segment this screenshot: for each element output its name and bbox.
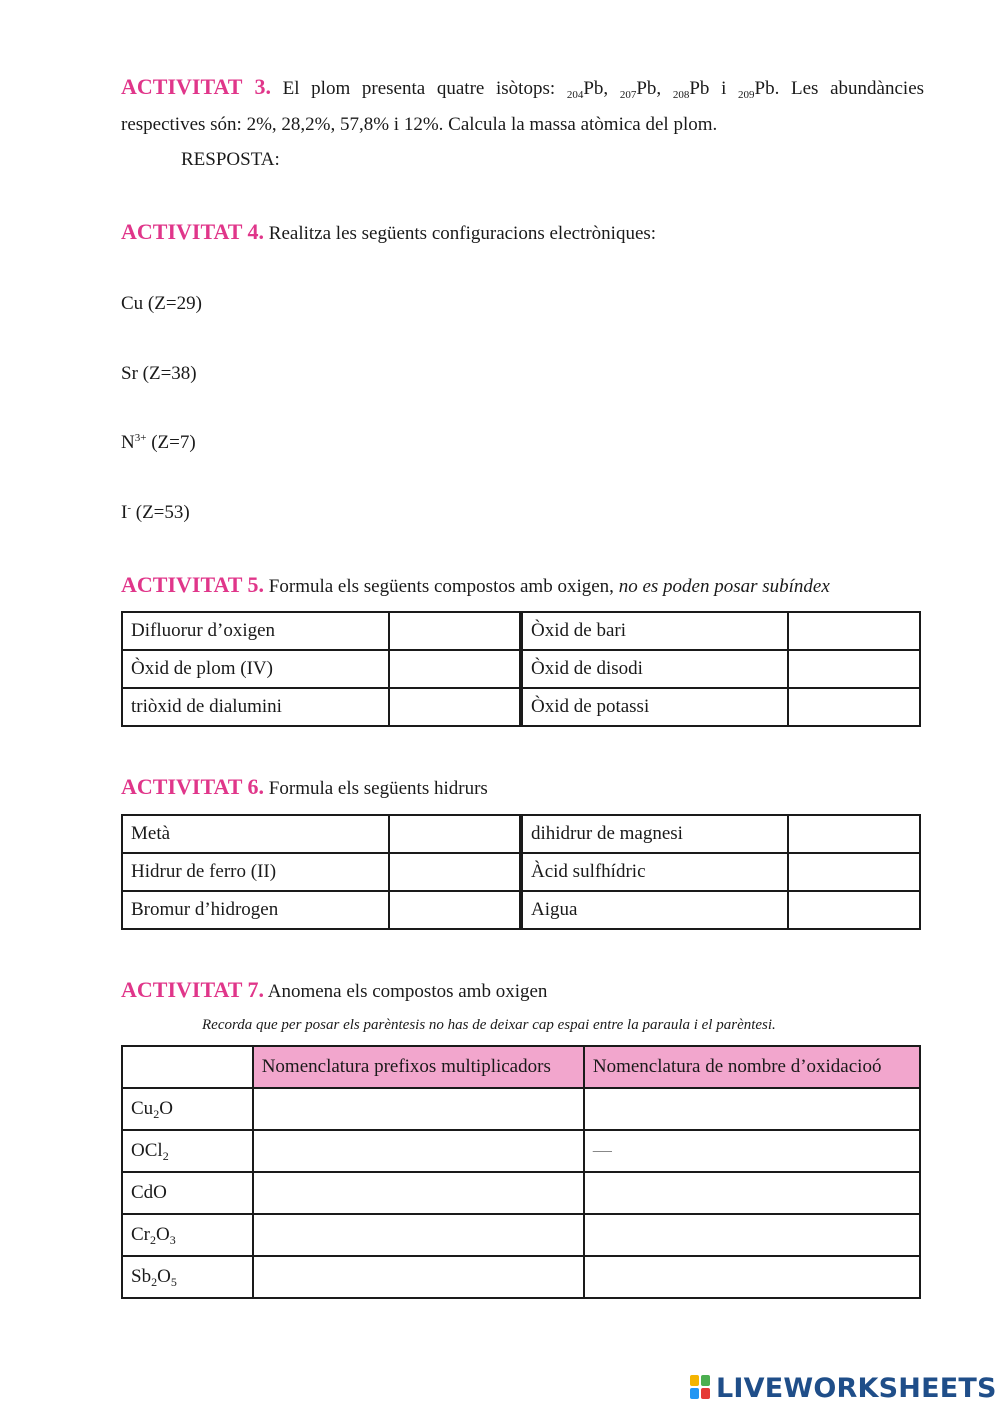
config-cu: Cu (Z=29) bbox=[121, 293, 202, 314]
config-i bbox=[121, 502, 190, 525]
compound-name: Aigua bbox=[521, 891, 788, 929]
element-symbol: Pb bbox=[689, 78, 710, 99]
table-row bbox=[122, 853, 920, 891]
isotope-mass: 204 bbox=[566, 89, 584, 101]
table-row bbox=[122, 1088, 920, 1130]
compound-name: Òxid de disodi bbox=[521, 650, 788, 688]
element-symbol: Pb bbox=[583, 78, 604, 99]
act5-heading: ACTIVITAT 5. bbox=[121, 572, 265, 597]
naming-table bbox=[121, 1045, 921, 1299]
table-row bbox=[122, 1214, 920, 1256]
act6-heading: ACTIVITAT 6. bbox=[121, 774, 265, 799]
answer-cell[interactable] bbox=[788, 853, 920, 891]
subscript: 2 bbox=[150, 1233, 156, 1247]
config-sr: Sr (Z=38) bbox=[121, 363, 197, 384]
table-row bbox=[122, 688, 920, 726]
subscript: 2 bbox=[151, 1275, 158, 1289]
ion-charge: - bbox=[127, 502, 131, 514]
ion-symbol: I bbox=[121, 502, 128, 523]
compound-name: Difluorur d’oxigen bbox=[122, 612, 389, 650]
act7-note: Recorda que per posar els parèntesis no has de deixar cap espai entre la paraula i el parèntesi. bbox=[202, 1017, 776, 1033]
act6-line bbox=[121, 774, 488, 801]
answer-cell[interactable] bbox=[788, 612, 920, 650]
formula-part: O bbox=[157, 1266, 171, 1287]
oxides-table bbox=[121, 611, 921, 727]
element-symbol: Pb bbox=[754, 78, 775, 99]
answer-cell[interactable] bbox=[788, 650, 920, 688]
act7-text: Anomena els compostos amb oxigen bbox=[267, 981, 548, 1002]
act7-heading: ACTIVITAT 7. bbox=[121, 977, 265, 1002]
answer-cell[interactable] bbox=[389, 853, 521, 891]
answer-cell[interactable] bbox=[389, 650, 521, 688]
answer-cell[interactable] bbox=[253, 1172, 584, 1214]
answer-cell[interactable] bbox=[584, 1256, 920, 1298]
answer-cell[interactable] bbox=[253, 1088, 584, 1130]
formula-part: Cr bbox=[131, 1224, 150, 1245]
act6-text: Formula els següents hidrurs bbox=[268, 778, 488, 799]
col-header-oxidation: Nomenclatura de nombre d’oxidacioó bbox=[584, 1046, 920, 1088]
table-row bbox=[122, 612, 920, 650]
header-empty bbox=[122, 1046, 253, 1088]
table-row bbox=[122, 1130, 920, 1172]
answer-cell[interactable] bbox=[788, 688, 920, 726]
config-n bbox=[121, 432, 196, 455]
table-row bbox=[122, 1256, 920, 1298]
answer-cell[interactable] bbox=[253, 1256, 584, 1298]
col-header-prefix: Nomenclatura prefixos multiplicadors bbox=[253, 1046, 584, 1088]
compound-name: Bromur d’hidrogen bbox=[122, 891, 389, 929]
act4-heading: ACTIVITAT 4. bbox=[121, 219, 265, 244]
compound-name: Metà bbox=[122, 815, 389, 853]
isotope-mass: 208 bbox=[672, 89, 690, 101]
answer-cell[interactable] bbox=[389, 688, 521, 726]
act4-line bbox=[121, 219, 656, 246]
atomic-number: (Z=7) bbox=[151, 432, 196, 453]
ion-symbol: N bbox=[121, 432, 135, 453]
act5-text: Formula els següents compostos amb oxigen, bbox=[268, 576, 614, 597]
answer-cell[interactable] bbox=[788, 891, 920, 929]
compound-name: dihidrur de magnesi bbox=[521, 815, 788, 853]
table-header-row bbox=[122, 1046, 920, 1088]
act3-answer-label: RESPOSTA: bbox=[181, 149, 280, 170]
formula-part: Cu bbox=[131, 1098, 154, 1119]
act3-heading: ACTIVITAT 3. bbox=[121, 74, 271, 99]
formula-cell bbox=[122, 1256, 253, 1298]
act3-line1: ACTIVITAT 3. El plom presenta quatre isòtops: $_{204}$Pb, $_{207}$Pb, $_{208}$Pb i $_{209}$Pb. Les abundàncies bbox=[121, 74, 925, 101]
compound-name: Hidrur de ferro (II) bbox=[122, 853, 389, 891]
compound-name: triòxid de dialumini bbox=[122, 688, 389, 726]
hydrides-table bbox=[121, 814, 921, 930]
act5-line bbox=[121, 572, 830, 599]
act5-note: no es poden posar subíndex bbox=[618, 576, 830, 597]
formula-cell bbox=[122, 1214, 253, 1256]
formula-cell bbox=[122, 1088, 253, 1130]
conjunction: i bbox=[721, 78, 727, 99]
answer-cell[interactable] bbox=[788, 815, 920, 853]
compound-name: Òxid de potassi bbox=[521, 688, 788, 726]
formula-part: Sb bbox=[131, 1266, 152, 1287]
logo-text: LIVEWORKSHEETS bbox=[716, 1372, 997, 1404]
logo-squares-icon bbox=[690, 1375, 712, 1401]
subscript: 5 bbox=[170, 1275, 177, 1289]
answer-cell[interactable] bbox=[253, 1214, 584, 1256]
table-row bbox=[122, 650, 920, 688]
formula-cell: CdO bbox=[122, 1172, 253, 1214]
subscript: 2 bbox=[153, 1107, 160, 1121]
formula-part: OCl bbox=[131, 1140, 163, 1161]
answer-cell[interactable] bbox=[584, 1172, 920, 1214]
answer-cell[interactable] bbox=[389, 891, 521, 929]
formula-part: O bbox=[159, 1098, 173, 1119]
subscript: 3 bbox=[169, 1233, 176, 1247]
answer-cell[interactable] bbox=[389, 815, 521, 853]
table-row bbox=[122, 815, 920, 853]
answer-cell[interactable] bbox=[389, 612, 521, 650]
table-row bbox=[122, 891, 920, 929]
act3-line2: respectives són: 2%, 28,2%, 57,8% i 12%. Calcula la massa atòmica del plom. bbox=[121, 114, 718, 135]
answer-cell[interactable] bbox=[253, 1130, 584, 1172]
ion-charge: 3+ bbox=[134, 432, 147, 444]
dash-cell: — bbox=[584, 1130, 920, 1172]
compound-name: Òxid de bari bbox=[521, 612, 788, 650]
formula-cell bbox=[122, 1130, 253, 1172]
isotope-mass: 209 bbox=[738, 89, 755, 101]
act3-text-end: Les abundàncies bbox=[791, 78, 925, 99]
compound-name: Àcid sulfhídric bbox=[521, 853, 788, 891]
compound-name: Òxid de plom (IV) bbox=[122, 650, 389, 688]
isotope-mass: 207 bbox=[619, 89, 637, 101]
act4-text: Realitza les següents configuracions electròniques: bbox=[268, 223, 657, 244]
atomic-number: (Z=53) bbox=[135, 502, 190, 523]
answer-cell[interactable] bbox=[584, 1088, 920, 1130]
liveworksheets-logo[interactable] bbox=[690, 1372, 997, 1404]
formula-part: O bbox=[156, 1224, 170, 1245]
act3-text: El plom presenta quatre isòtops: bbox=[282, 78, 556, 99]
table-row bbox=[122, 1172, 920, 1214]
subscript: 2 bbox=[162, 1149, 169, 1163]
act7-line bbox=[121, 977, 547, 1004]
element-symbol: Pb bbox=[636, 78, 657, 99]
answer-cell[interactable] bbox=[584, 1214, 920, 1256]
